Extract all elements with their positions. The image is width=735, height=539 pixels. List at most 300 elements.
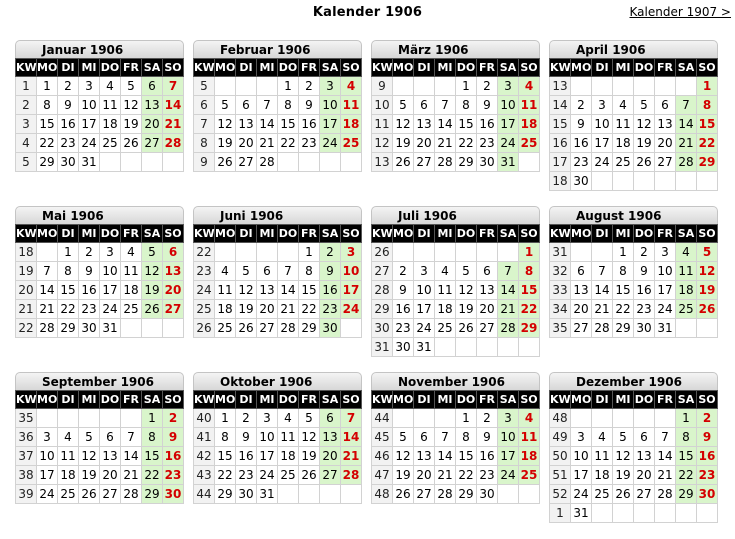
weekday-header: SA bbox=[676, 59, 697, 77]
weekday-header: MO bbox=[393, 225, 414, 243]
week-row bbox=[16, 96, 184, 115]
weekday-header: SO bbox=[697, 225, 718, 243]
day-cell: 15 bbox=[613, 281, 634, 300]
day-cell: 16 bbox=[393, 300, 414, 319]
empty-day-cell bbox=[592, 77, 613, 96]
weekday-header: DO bbox=[456, 225, 477, 243]
day-cell: 6 bbox=[100, 428, 121, 447]
day-cell: 18 bbox=[121, 281, 142, 300]
week-number: 21 bbox=[16, 300, 37, 319]
day-cell: 21 bbox=[278, 300, 299, 319]
week-row bbox=[550, 96, 718, 115]
day-cell: 12 bbox=[393, 115, 414, 134]
day-cell: 7 bbox=[592, 262, 613, 281]
day-cell: 2 bbox=[477, 409, 498, 428]
day-cell: 21 bbox=[592, 300, 613, 319]
day-cell: 29 bbox=[613, 319, 634, 338]
weekday-header: DO bbox=[100, 59, 121, 77]
day-cell: 25 bbox=[100, 134, 121, 153]
weekday-header: MI bbox=[435, 225, 456, 243]
sunday-cell: 4 bbox=[519, 409, 540, 428]
week-row bbox=[16, 485, 184, 504]
weekday-header: MI bbox=[613, 59, 634, 77]
empty-day-cell bbox=[498, 485, 519, 504]
sunday-cell: 15 bbox=[697, 115, 718, 134]
week-row bbox=[16, 409, 184, 428]
day-cell: 18 bbox=[215, 300, 236, 319]
saturday-cell: 31 bbox=[498, 153, 519, 172]
month-table bbox=[15, 58, 184, 172]
sunday-cell: 1 bbox=[697, 77, 718, 96]
day-cell: 6 bbox=[655, 96, 676, 115]
empty-day-cell bbox=[37, 409, 58, 428]
empty-day-cell bbox=[519, 338, 540, 357]
day-cell: 12 bbox=[456, 281, 477, 300]
weekday-header: MO bbox=[393, 391, 414, 409]
empty-day-cell bbox=[236, 77, 257, 96]
day-cell: 3 bbox=[571, 428, 592, 447]
weekday-header: DI bbox=[592, 225, 613, 243]
day-cell: 24 bbox=[79, 134, 100, 153]
week-number: 48 bbox=[372, 485, 393, 504]
weekday-header: FR bbox=[299, 225, 320, 243]
day-cell: 24 bbox=[592, 153, 613, 172]
day-cell: 20 bbox=[655, 134, 676, 153]
sunday-cell: 7 bbox=[341, 409, 362, 428]
day-cell: 19 bbox=[456, 300, 477, 319]
day-cell: 25 bbox=[58, 485, 79, 504]
week-row bbox=[372, 77, 540, 96]
week-row bbox=[194, 281, 362, 300]
week-row bbox=[550, 134, 718, 153]
day-cell: 18 bbox=[100, 115, 121, 134]
saturday-cell: 27 bbox=[142, 134, 163, 153]
saturday-cell: 14 bbox=[676, 115, 697, 134]
week-row bbox=[550, 281, 718, 300]
week-row bbox=[16, 243, 184, 262]
month-title: Januar 1906 bbox=[15, 40, 184, 58]
empty-day-cell bbox=[613, 504, 634, 523]
week-number: 46 bbox=[372, 447, 393, 466]
day-cell: 19 bbox=[613, 466, 634, 485]
month-title: April 1906 bbox=[549, 40, 718, 58]
empty-day-cell bbox=[519, 153, 540, 172]
day-cell: 1 bbox=[299, 243, 320, 262]
empty-day-cell bbox=[477, 243, 498, 262]
day-cell: 30 bbox=[571, 172, 592, 191]
weekday-header: DO bbox=[456, 391, 477, 409]
week-row bbox=[550, 300, 718, 319]
day-cell: 29 bbox=[456, 485, 477, 504]
week-number: 42 bbox=[194, 447, 215, 466]
next-year-link[interactable]: Kalender 1907 > bbox=[629, 5, 731, 19]
sunday-cell: 8 bbox=[519, 262, 540, 281]
weekday-header: DI bbox=[58, 391, 79, 409]
day-cell: 19 bbox=[79, 466, 100, 485]
weekday-header: SA bbox=[498, 391, 519, 409]
month-calendar bbox=[193, 206, 362, 338]
weekday-header: MO bbox=[215, 225, 236, 243]
day-cell: 29 bbox=[58, 319, 79, 338]
week-row bbox=[16, 77, 184, 96]
day-cell: 16 bbox=[477, 447, 498, 466]
saturday-cell: 24 bbox=[320, 134, 341, 153]
day-cell: 2 bbox=[634, 243, 655, 262]
day-cell: 8 bbox=[299, 262, 320, 281]
weekday-header: MO bbox=[571, 391, 592, 409]
day-cell: 19 bbox=[299, 447, 320, 466]
day-cell: 10 bbox=[592, 115, 613, 134]
sunday-cell: 28 bbox=[163, 134, 184, 153]
day-cell: 23 bbox=[393, 319, 414, 338]
weekday-header: DI bbox=[414, 225, 435, 243]
week-row bbox=[194, 115, 362, 134]
day-cell: 1 bbox=[58, 243, 79, 262]
empty-day-cell bbox=[613, 172, 634, 191]
week-number: 12 bbox=[372, 134, 393, 153]
sunday-cell: 21 bbox=[163, 115, 184, 134]
day-cell: 29 bbox=[299, 319, 320, 338]
day-cell: 24 bbox=[414, 319, 435, 338]
sunday-cell: 11 bbox=[519, 428, 540, 447]
weekday-header: DI bbox=[236, 225, 257, 243]
month-table bbox=[371, 390, 540, 504]
sunday-cell: 24 bbox=[341, 300, 362, 319]
empty-day-cell bbox=[121, 409, 142, 428]
weekday-header: MI bbox=[435, 391, 456, 409]
month-calendar bbox=[15, 206, 184, 338]
week-row bbox=[550, 428, 718, 447]
week-number: 1 bbox=[16, 77, 37, 96]
sunday-cell: 9 bbox=[697, 428, 718, 447]
day-cell: 22 bbox=[58, 300, 79, 319]
weekday-header: SO bbox=[697, 391, 718, 409]
week-row bbox=[16, 300, 184, 319]
weekday-header: FR bbox=[655, 225, 676, 243]
weekday-header: MI bbox=[79, 391, 100, 409]
day-cell: 27 bbox=[634, 485, 655, 504]
weekday-header: SO bbox=[341, 225, 362, 243]
week-row bbox=[372, 262, 540, 281]
day-cell: 26 bbox=[393, 485, 414, 504]
sunday-cell: 4 bbox=[519, 77, 540, 96]
day-cell: 14 bbox=[257, 115, 278, 134]
day-cell: 15 bbox=[299, 281, 320, 300]
weekday-header-row bbox=[550, 59, 718, 77]
saturday-cell: 11 bbox=[676, 262, 697, 281]
empty-day-cell bbox=[571, 77, 592, 96]
empty-day-cell bbox=[456, 338, 477, 357]
weekday-header: SO bbox=[163, 391, 184, 409]
saturday-cell: 14 bbox=[498, 281, 519, 300]
day-cell: 9 bbox=[634, 262, 655, 281]
sunday-cell: 14 bbox=[163, 96, 184, 115]
week-number-header: KW bbox=[550, 225, 571, 243]
sunday-cell: 23 bbox=[697, 466, 718, 485]
sunday-cell: 23 bbox=[163, 466, 184, 485]
week-row bbox=[550, 504, 718, 523]
day-cell: 7 bbox=[435, 96, 456, 115]
empty-day-cell bbox=[393, 77, 414, 96]
day-cell: 24 bbox=[655, 300, 676, 319]
week-number: 47 bbox=[372, 466, 393, 485]
day-cell: 23 bbox=[299, 134, 320, 153]
weekday-header: DO bbox=[100, 225, 121, 243]
day-cell: 30 bbox=[634, 319, 655, 338]
day-cell: 27 bbox=[100, 485, 121, 504]
empty-day-cell bbox=[121, 319, 142, 338]
week-number: 14 bbox=[550, 96, 571, 115]
empty-day-cell bbox=[592, 243, 613, 262]
day-cell: 12 bbox=[299, 428, 320, 447]
day-cell: 12 bbox=[613, 447, 634, 466]
month-title: Oktober 1906 bbox=[193, 372, 362, 390]
empty-day-cell bbox=[634, 504, 655, 523]
day-cell: 8 bbox=[215, 428, 236, 447]
week-row bbox=[16, 428, 184, 447]
day-cell: 23 bbox=[236, 466, 257, 485]
week-number: 16 bbox=[550, 134, 571, 153]
saturday-cell: 28 bbox=[498, 319, 519, 338]
empty-day-cell bbox=[477, 338, 498, 357]
day-cell: 2 bbox=[477, 77, 498, 96]
day-cell: 29 bbox=[215, 485, 236, 504]
day-cell: 8 bbox=[278, 96, 299, 115]
day-cell: 13 bbox=[634, 447, 655, 466]
week-row bbox=[372, 319, 540, 338]
weekday-header: SA bbox=[142, 391, 163, 409]
day-cell: 25 bbox=[592, 485, 613, 504]
week-number: 39 bbox=[16, 485, 37, 504]
weekday-header: MI bbox=[435, 59, 456, 77]
day-cell: 3 bbox=[592, 96, 613, 115]
day-cell: 15 bbox=[456, 115, 477, 134]
month-title: September 1906 bbox=[15, 372, 184, 390]
day-cell: 28 bbox=[278, 319, 299, 338]
day-cell: 10 bbox=[655, 262, 676, 281]
empty-day-cell bbox=[79, 409, 100, 428]
empty-day-cell bbox=[697, 504, 718, 523]
weekday-header: DO bbox=[634, 59, 655, 77]
saturday-cell: 10 bbox=[498, 96, 519, 115]
empty-day-cell bbox=[100, 153, 121, 172]
weekday-header-row bbox=[16, 225, 184, 243]
saturday-cell: 21 bbox=[676, 134, 697, 153]
empty-day-cell bbox=[613, 77, 634, 96]
week-number: 22 bbox=[16, 319, 37, 338]
saturday-cell: 16 bbox=[320, 281, 341, 300]
month-calendar bbox=[549, 40, 718, 191]
month-table bbox=[549, 58, 718, 191]
week-number: 50 bbox=[550, 447, 571, 466]
week-number: 8 bbox=[194, 134, 215, 153]
empty-day-cell bbox=[257, 77, 278, 96]
week-row bbox=[194, 447, 362, 466]
weekday-header: MI bbox=[79, 59, 100, 77]
day-cell: 14 bbox=[592, 281, 613, 300]
empty-day-cell bbox=[142, 153, 163, 172]
weekday-header: DI bbox=[236, 59, 257, 77]
day-cell: 23 bbox=[634, 300, 655, 319]
saturday-cell: 1 bbox=[142, 409, 163, 428]
week-number: 40 bbox=[194, 409, 215, 428]
week-row bbox=[550, 466, 718, 485]
week-number: 20 bbox=[16, 281, 37, 300]
empty-day-cell bbox=[299, 485, 320, 504]
weekday-header: SA bbox=[676, 225, 697, 243]
month-calendar bbox=[15, 372, 184, 504]
day-cell: 24 bbox=[571, 485, 592, 504]
week-row bbox=[550, 485, 718, 504]
day-cell: 26 bbox=[299, 466, 320, 485]
day-cell: 9 bbox=[79, 262, 100, 281]
day-cell: 5 bbox=[236, 262, 257, 281]
week-number: 25 bbox=[194, 300, 215, 319]
weekday-header: DO bbox=[634, 391, 655, 409]
week-row bbox=[194, 77, 362, 96]
day-cell: 27 bbox=[414, 485, 435, 504]
sunday-cell: 5 bbox=[697, 243, 718, 262]
week-row bbox=[550, 319, 718, 338]
empty-day-cell bbox=[215, 77, 236, 96]
week-number-header: KW bbox=[372, 225, 393, 243]
empty-day-cell bbox=[257, 243, 278, 262]
weekday-header: DI bbox=[236, 391, 257, 409]
day-cell: 8 bbox=[456, 96, 477, 115]
week-row bbox=[194, 96, 362, 115]
weekday-header: MO bbox=[215, 59, 236, 77]
empty-day-cell bbox=[414, 77, 435, 96]
day-cell: 9 bbox=[477, 96, 498, 115]
week-number: 38 bbox=[16, 466, 37, 485]
day-cell: 16 bbox=[236, 447, 257, 466]
saturday-cell: 17 bbox=[320, 115, 341, 134]
weekday-header: DO bbox=[634, 225, 655, 243]
day-cell: 12 bbox=[236, 281, 257, 300]
day-cell: 5 bbox=[121, 77, 142, 96]
empty-day-cell bbox=[498, 338, 519, 357]
day-cell: 7 bbox=[121, 428, 142, 447]
weekday-header: MI bbox=[257, 225, 278, 243]
week-number: 44 bbox=[372, 409, 393, 428]
weekday-header: SA bbox=[142, 225, 163, 243]
saturday-cell: 7 bbox=[498, 262, 519, 281]
empty-day-cell bbox=[236, 243, 257, 262]
weekday-header: MO bbox=[37, 225, 58, 243]
day-cell: 26 bbox=[393, 153, 414, 172]
week-row bbox=[16, 262, 184, 281]
saturday-cell: 24 bbox=[498, 466, 519, 485]
weekday-header-row bbox=[194, 391, 362, 409]
day-cell: 2 bbox=[393, 262, 414, 281]
week-row bbox=[16, 134, 184, 153]
week-number: 9 bbox=[194, 153, 215, 172]
day-cell: 7 bbox=[37, 262, 58, 281]
week-number: 52 bbox=[550, 485, 571, 504]
weekday-header: SA bbox=[320, 59, 341, 77]
day-cell: 15 bbox=[58, 281, 79, 300]
day-cell: 30 bbox=[58, 153, 79, 172]
week-row bbox=[372, 409, 540, 428]
weekday-header-row bbox=[194, 59, 362, 77]
day-cell: 14 bbox=[278, 281, 299, 300]
saturday-cell: 20 bbox=[320, 447, 341, 466]
sunday-cell: 18 bbox=[341, 115, 362, 134]
day-cell: 11 bbox=[215, 281, 236, 300]
day-cell: 11 bbox=[592, 447, 613, 466]
day-cell: 28 bbox=[655, 485, 676, 504]
day-cell: 4 bbox=[100, 77, 121, 96]
saturday-cell: 22 bbox=[676, 466, 697, 485]
empty-day-cell bbox=[676, 172, 697, 191]
empty-day-cell bbox=[676, 319, 697, 338]
sunday-cell: 29 bbox=[519, 319, 540, 338]
week-row bbox=[194, 428, 362, 447]
week-number: 5 bbox=[194, 77, 215, 96]
day-cell: 12 bbox=[634, 115, 655, 134]
week-row bbox=[550, 243, 718, 262]
weekday-header: FR bbox=[477, 59, 498, 77]
week-number: 18 bbox=[16, 243, 37, 262]
day-cell: 31 bbox=[655, 319, 676, 338]
day-cell: 23 bbox=[79, 300, 100, 319]
month-table bbox=[193, 224, 362, 338]
day-cell: 11 bbox=[121, 262, 142, 281]
empty-day-cell bbox=[121, 153, 142, 172]
day-cell: 2 bbox=[236, 409, 257, 428]
month-calendar bbox=[371, 372, 540, 504]
day-cell: 6 bbox=[571, 262, 592, 281]
week-number-header: KW bbox=[372, 391, 393, 409]
day-cell: 3 bbox=[37, 428, 58, 447]
sunday-cell: 1 bbox=[519, 243, 540, 262]
day-cell: 4 bbox=[435, 262, 456, 281]
weekday-header: DI bbox=[414, 391, 435, 409]
day-cell: 2 bbox=[58, 77, 79, 96]
week-number: 9 bbox=[372, 77, 393, 96]
day-cell: 14 bbox=[655, 447, 676, 466]
day-cell: 5 bbox=[634, 96, 655, 115]
day-cell: 21 bbox=[435, 134, 456, 153]
saturday-cell: 15 bbox=[142, 447, 163, 466]
day-cell: 11 bbox=[100, 96, 121, 115]
weekday-header-row bbox=[550, 391, 718, 409]
saturday-cell: 1 bbox=[676, 409, 697, 428]
month-table bbox=[371, 58, 540, 172]
weekday-header: SO bbox=[519, 225, 540, 243]
day-cell: 7 bbox=[257, 96, 278, 115]
saturday-cell: 10 bbox=[498, 428, 519, 447]
day-cell: 15 bbox=[37, 115, 58, 134]
weekday-header: FR bbox=[655, 59, 676, 77]
day-cell: 26 bbox=[79, 485, 100, 504]
weekday-header: SO bbox=[163, 225, 184, 243]
week-row bbox=[16, 153, 184, 172]
day-cell: 12 bbox=[79, 447, 100, 466]
saturday-cell: 22 bbox=[142, 466, 163, 485]
sunday-cell: 2 bbox=[163, 409, 184, 428]
empty-day-cell bbox=[414, 243, 435, 262]
week-number: 13 bbox=[550, 77, 571, 96]
week-row bbox=[550, 77, 718, 96]
week-number: 2 bbox=[16, 96, 37, 115]
day-cell: 1 bbox=[613, 243, 634, 262]
empty-day-cell bbox=[456, 243, 477, 262]
weekday-header: SO bbox=[697, 59, 718, 77]
day-cell: 19 bbox=[236, 300, 257, 319]
day-cell: 5 bbox=[393, 428, 414, 447]
day-cell: 23 bbox=[477, 134, 498, 153]
